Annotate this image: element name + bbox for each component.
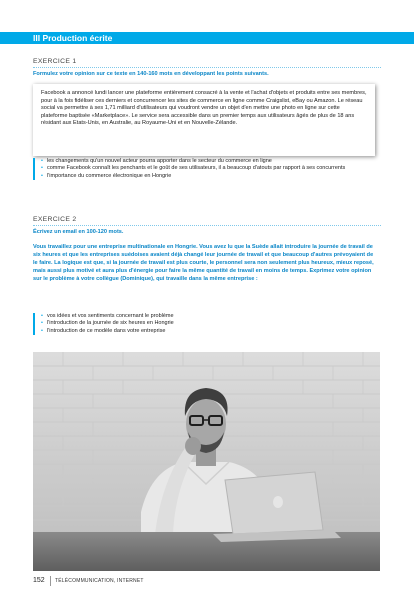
- list-item: • l'introduction de la journée de six heures en Hongrie: [41, 320, 174, 327]
- exercise-1-bullet-list: [33, 158, 361, 180]
- article-text: Facebook a annoncé lundi lancer une plateforme entièrement consacré à la vente et l'achat d'objets et produits entre ses membres, pour à la fois fidéliser ces derniers et concurrencer les sites de commerce en ligne comme Craigslist, eBay ou Amazon. Le réseau social va permettre à ses 1,71 milliard d'utilisateurs qui voudront vendre un objet d'en mettre une photo en ligne sur cette plateforme baptisée «Marketplace». Le service sera accessible dans un premier temps aux utilisateurs âgés de plus de 18 ans résidant aux Etats-Unis, en Australie, au Royaume-Uni et en Nouvelle-Zélande.: [41, 90, 367, 127]
- photo-illustration: [33, 352, 380, 571]
- list-item: • comme Facebook connaît les penchants et le goût de ses utilisateurs, il a beaucoup d'atouts par rapport à ses concurrents: [41, 165, 346, 172]
- list-item: • l'importance du commerce électronique en Hongrie: [41, 172, 172, 179]
- bullet-icon: •: [41, 320, 43, 327]
- exercise-2-label: EXERCICE 2: [33, 216, 77, 223]
- bullet-icon: •: [41, 313, 43, 319]
- exercise-1-divider: [33, 67, 381, 68]
- footer-divider: [50, 576, 51, 586]
- section-title: III Production écrite: [33, 33, 113, 43]
- article-text-box: [33, 84, 375, 156]
- page-number: 152: [33, 577, 45, 584]
- exercise-2-instructions: Vous travaillez pour une entreprise multinationale en Hongrie. Vous avez lu que la Suède allait introduire la journée de travail de six heures et que les entreprises suédoises avaient déjà changé leur journée de travail et que beaucoup d'autres prévoyaient de le faire. La logique est que, si la journée de travail est plus courte, le personnel sera non seulement plus heureux, mieux reposé, mais aussi plus motivé et aura plus d'énergie pour faire la même quantité de travail en moins de temps. Exprimez votre opinion sur le problème à votre collègue (Dominique), qui travaille dans la même entreprise :: [33, 244, 374, 283]
- list-item: • l'introduction de ce modèle dans votre entreprise: [41, 327, 166, 334]
- bullet-icon: •: [41, 172, 43, 179]
- chapter-title: TÉLÉCOMMUNICATION, INTERNET: [55, 578, 144, 584]
- list-item: • vos idées et vos sentiments concernant le problème: [41, 313, 174, 319]
- photo-man-with-laptop: [33, 352, 380, 571]
- bullet-icon: •: [41, 158, 43, 164]
- bullet-icon: •: [41, 165, 43, 172]
- exercise-1-prompt: Formulez votre opinion sur ce texte en 140-160 mots en développant les points suivants.: [33, 71, 269, 77]
- bullet-icon: •: [41, 327, 43, 334]
- exercise-2-bullet-list: [33, 313, 361, 335]
- exercise-2-prompt: Écrivez un email en 100-120 mots.: [33, 229, 124, 235]
- exercise-2-divider: [33, 225, 381, 226]
- exercise-1-label: EXERCICE 1: [33, 58, 77, 65]
- list-item: • les changements qu'un nouvel acteur pourra apporter dans le secteur du commerce en ligne: [41, 158, 272, 164]
